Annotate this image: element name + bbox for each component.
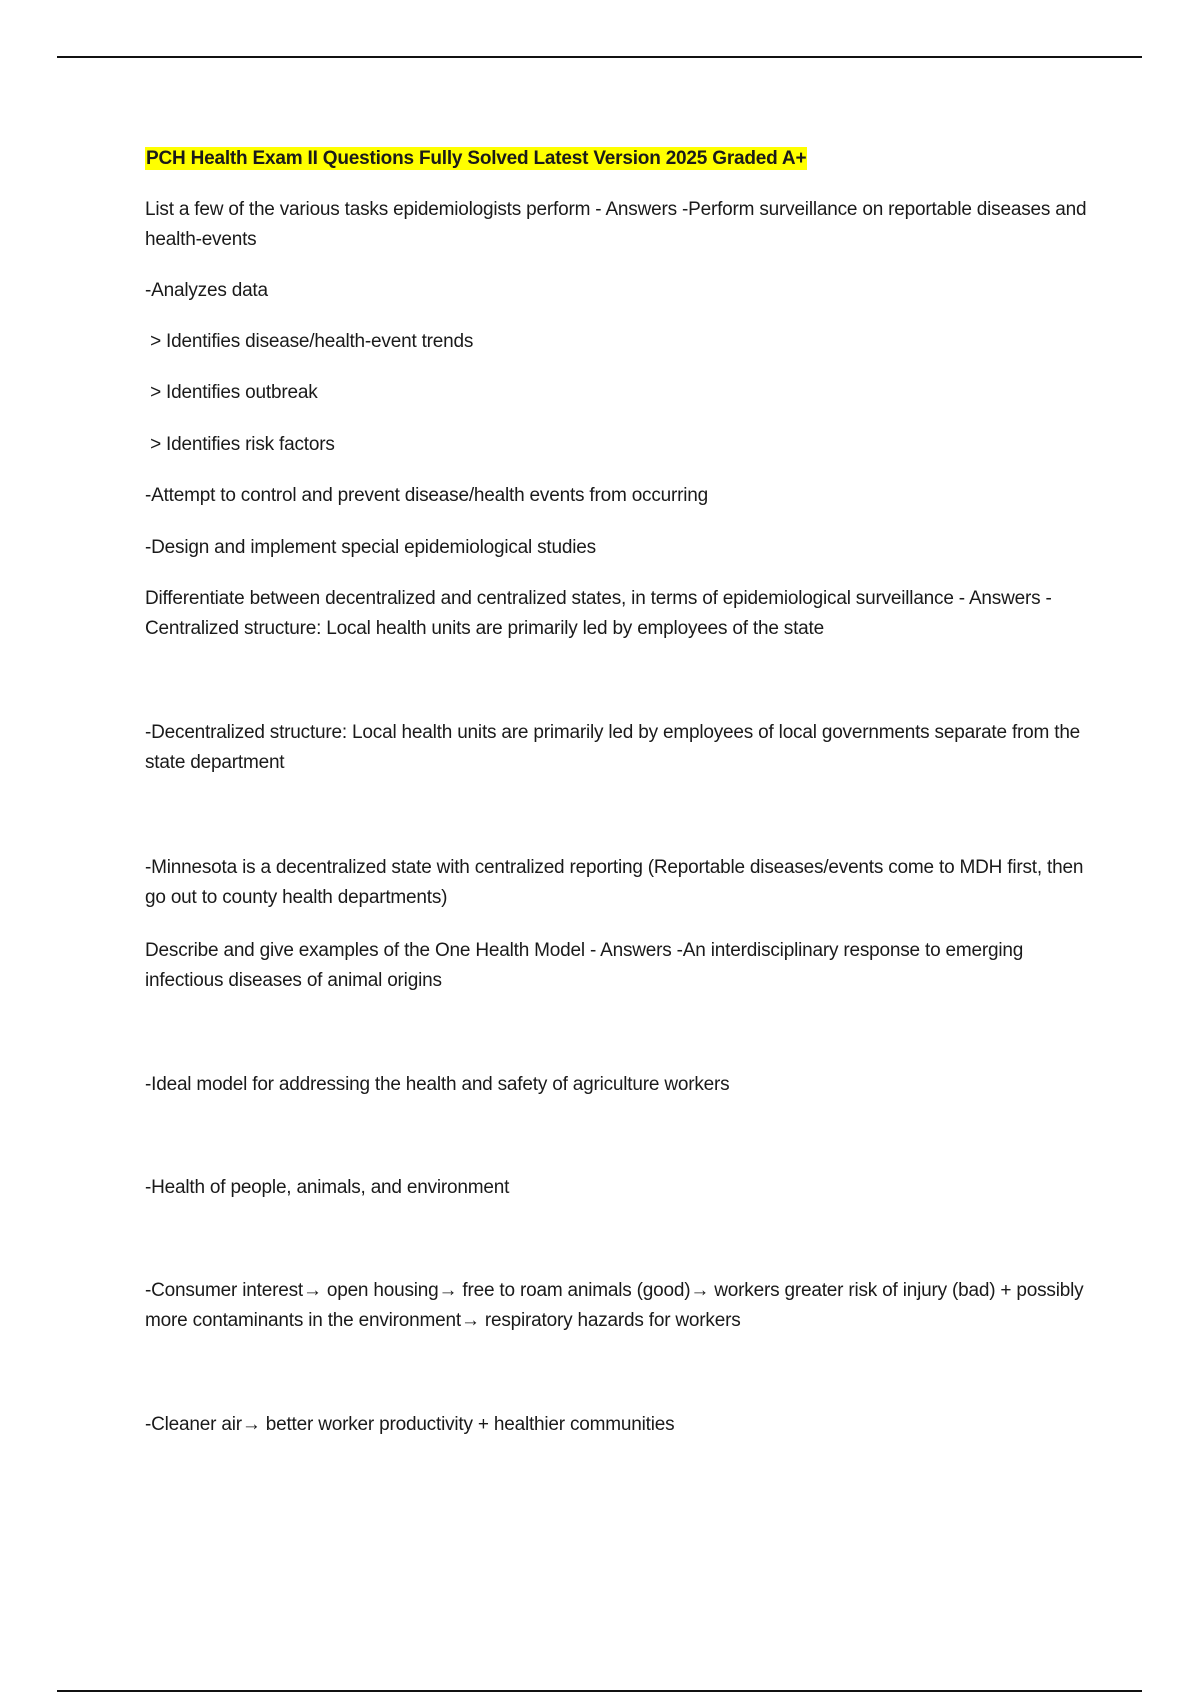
answer-line: -Health of people, animals, and environment	[145, 1177, 510, 1198]
answer-subitem: > Identifies disease/health-event trends	[145, 331, 474, 352]
question-2: Differentiate between decentralized and centralized states, in terms of epidemiological surveillance - Answers -Centralized structure: Local health units are primarily led by employees of the state	[145, 588, 1052, 639]
answer-line: -Decentralized structure: Local health units are primarily led by employees of local governments separate from the state department	[145, 722, 1081, 773]
answer-subitem: > Identifies outbreak	[145, 382, 318, 403]
answer-line: -Attempt to control and prevent disease/health events from occurring	[145, 485, 709, 506]
answer-line: -Consumer interest→ open housing→ free to roam animals (good)→ workers greater risk of injury (bad) + possibly more contaminants in the environment→ respiratory hazards for workers	[145, 1280, 1084, 1331]
answer-line: -Minnesota is a decentralized state with centralized reporting (Reportable diseases/events come to MDH first, then go out to county health departments)	[145, 857, 1084, 908]
question-3: Describe and give examples of the One Health Model - Answers -An interdisciplinary response to emerging infectious diseases of animal origins	[145, 940, 1024, 991]
document-title	[145, 146, 1095, 172]
footer-rule	[57, 1690, 1142, 1692]
answer-line: -Design and implement special epidemiological studies	[145, 537, 596, 558]
answer-line: -Ideal model for addressing the health and safety of agriculture workers	[145, 1074, 730, 1095]
answer-subitem: > Identifies risk factors	[145, 434, 335, 455]
title-highlight: PCH Health Exam II Questions Fully Solved Latest Version 2025 Graded A+	[146, 148, 807, 169]
answer-line: -Analyzes data	[145, 280, 268, 301]
question-1: List a few of the various tasks epidemiologists perform - Answers -Perform surveillance on reportable diseases and health-events	[145, 199, 1087, 250]
answer-line: -Cleaner air→ better worker productivity + healthier communities	[145, 1414, 675, 1435]
header-rule	[57, 56, 1142, 58]
